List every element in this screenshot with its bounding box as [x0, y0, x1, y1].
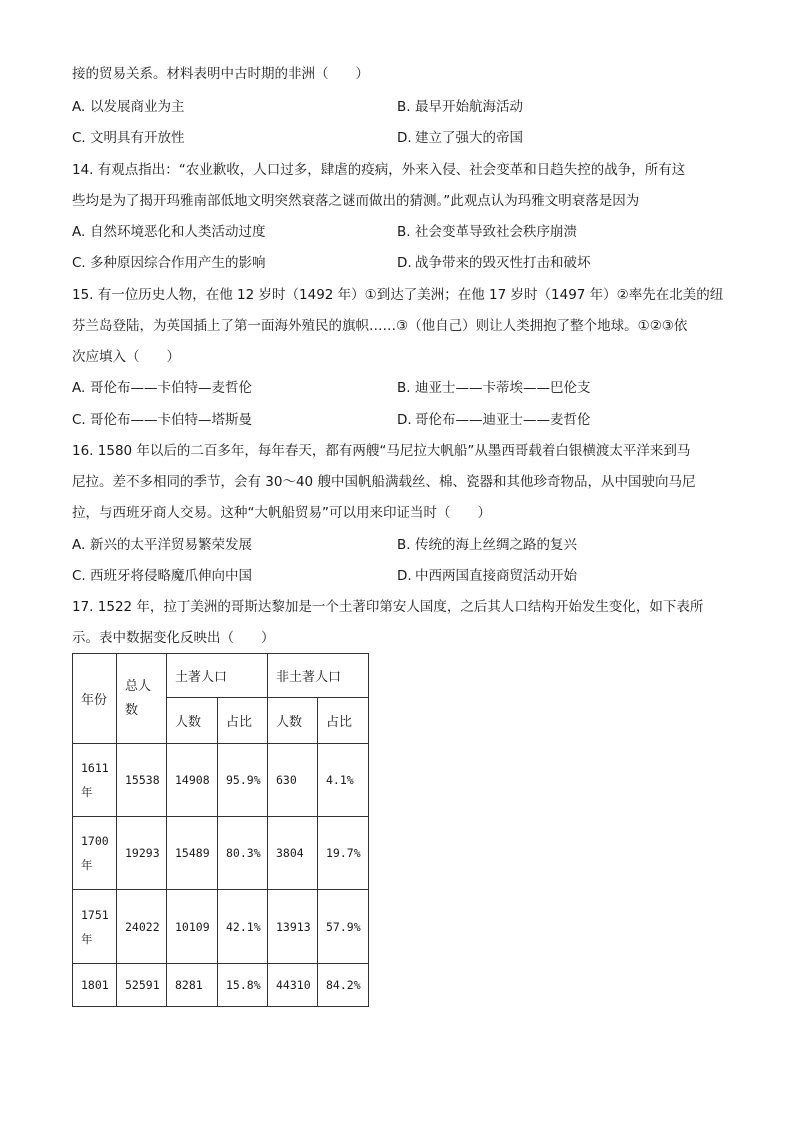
- q14-stem-line-1: 14. 有观点指出：“农业歉收，人口过多，肆虐的疫病，外来入侵、社会变革和日趋失控的战争，所有这: [72, 162, 686, 178]
- cell-total: 19293: [117, 817, 167, 890]
- q15-option-b[interactable]: [397, 378, 591, 398]
- cell-native-ratio: 42.1%: [218, 890, 268, 964]
- option-letter: A.: [72, 99, 86, 115]
- option-letter: D.: [397, 412, 412, 428]
- cell-year: 1751 年: [73, 890, 117, 964]
- population-table: [72, 653, 369, 1007]
- subheader-nonnative-count: 人数: [268, 698, 318, 744]
- table-row: [73, 964, 369, 1007]
- cell-native-ratio: 15.8%: [218, 964, 268, 1007]
- table-row: [73, 817, 369, 890]
- q13-option-c[interactable]: [72, 128, 185, 148]
- cell-native-count: 8281: [167, 964, 218, 1007]
- cell-year: 1801: [73, 964, 117, 1007]
- option-text: 迪亚士——卡蒂埃——巴伦支: [415, 380, 591, 396]
- option-letter: A.: [72, 380, 86, 396]
- option-text: 以发展商业为主: [90, 99, 185, 115]
- cell-native-count: 15489: [167, 817, 218, 890]
- option-text: 哥伦布——迪亚士——麦哲伦: [415, 412, 591, 428]
- q15-option-d[interactable]: [397, 410, 591, 430]
- q13-stem-tail: 接的贸易关系。材料表明中古时期的非洲（ ）: [72, 66, 369, 82]
- cell-total: 24022: [117, 890, 167, 964]
- option-letter: C.: [72, 130, 86, 146]
- option-text: 战争带来的毁灭性打击和破坏: [415, 255, 591, 271]
- q16-option-b[interactable]: [397, 535, 577, 555]
- q16-stem-line-1: 16. 1580 年以后的二百多年，每年春天，都有两艘“马尼拉大帆船”从墨西哥载着白银横渡太平洋来到马: [72, 443, 691, 459]
- option-text: 社会变革导致社会秩序崩溃: [415, 224, 577, 240]
- cell-nonnative-ratio: 57.9%: [318, 890, 369, 964]
- cell-nonnative-ratio: 84.2%: [318, 964, 369, 1007]
- q15-stem-line-2: 芬兰岛登陆，为英国插上了第一面海外殖民的旗帜……③（他自己）则让人类拥抱了整个地球。①②③依: [72, 318, 688, 334]
- cell-native-count: 14908: [167, 744, 218, 817]
- option-letter: C.: [72, 412, 86, 428]
- q17-stem-line-1: 17. 1522 年，拉丁美洲的哥斯达黎加是一个土著印第安人国度，之后其人口结构开始发生变化，如下表所: [72, 599, 704, 615]
- option-letter: A.: [72, 224, 86, 240]
- cell-total: 52591: [117, 964, 167, 1007]
- q17-stem-line-2: 示。表中数据变化反映出（ ）: [72, 630, 275, 646]
- q13-option-b[interactable]: [397, 97, 523, 117]
- subheader-nonnative-ratio: 占比: [318, 698, 369, 744]
- option-letter: D.: [397, 130, 412, 146]
- option-text: 文明具有开放性: [90, 130, 185, 146]
- option-text: 中西两国直接商贸活动开始: [415, 568, 577, 584]
- cell-nonnative-count: 630: [268, 744, 318, 817]
- q13-option-d[interactable]: [397, 128, 523, 148]
- q14-option-d[interactable]: [397, 253, 591, 273]
- q16-stem-line-3: 拉，与西班牙商人交易。这种“大帆船贸易”可以用来印证当时（ ）: [72, 505, 491, 521]
- cell-nonnative-ratio: 4.1%: [318, 744, 369, 817]
- cell-nonnative-count: 44310: [268, 964, 318, 1007]
- option-letter: B.: [397, 380, 411, 396]
- cell-nonnative-count: 13913: [268, 890, 318, 964]
- cell-nonnative-count: 3804: [268, 817, 318, 890]
- q16-option-a[interactable]: [72, 535, 252, 555]
- option-text: 哥伦布——卡伯特—麦哲伦: [90, 380, 252, 396]
- option-text: 多种原因综合作用产生的影响: [90, 255, 266, 271]
- option-text: 西班牙将侵略魔爪伸向中国: [90, 568, 252, 584]
- option-text: 哥伦布——卡伯特—塔斯曼: [90, 412, 252, 428]
- option-letter: B.: [397, 537, 411, 553]
- cell-native-ratio: 95.9%: [218, 744, 268, 817]
- q16-stem-line-2: 尼拉。差不多相同的季节，会有 30～40 艘中国帆船满载丝、棉、瓷器和其他珍奇物品，从中国驶向马尼: [72, 474, 696, 490]
- option-letter: D.: [397, 568, 412, 584]
- q15-stem-line-3: 次应填入（ ）: [72, 349, 180, 365]
- cell-year: 1700 年: [73, 817, 117, 890]
- option-letter: D.: [397, 255, 412, 271]
- q13-option-a[interactable]: [72, 97, 185, 117]
- table-row: [73, 744, 369, 817]
- q14-stem-line-2: 些均是为了揭开玛雅南部低地文明突然衰落之谜而做出的猜测。”此观点认为玛雅文明衰落是因为: [72, 193, 640, 209]
- header-nonnative-population: 非土著人口: [268, 654, 369, 698]
- option-letter: A.: [72, 537, 86, 553]
- option-letter: C.: [72, 255, 86, 271]
- header-total: 总人 数: [117, 654, 167, 744]
- q14-option-a[interactable]: [72, 222, 266, 242]
- table-row: [73, 890, 369, 964]
- cell-native-ratio: 80.3%: [218, 817, 268, 890]
- option-text: 传统的海上丝绸之路的复兴: [415, 537, 577, 553]
- q16-option-d[interactable]: [397, 566, 577, 586]
- option-text: 最早开始航海活动: [415, 99, 523, 115]
- option-text: 自然环境恶化和人类活动过度: [90, 224, 266, 240]
- subheader-native-ratio: 占比: [218, 698, 268, 744]
- option-letter: B.: [397, 224, 411, 240]
- q15-option-c[interactable]: [72, 410, 252, 430]
- q15-option-a[interactable]: [72, 378, 252, 398]
- cell-nonnative-ratio: 19.7%: [318, 817, 369, 890]
- header-year: 年份: [73, 654, 117, 744]
- q14-option-c[interactable]: [72, 253, 266, 273]
- option-text: 建立了强大的帝国: [415, 130, 523, 146]
- option-letter: B.: [397, 99, 411, 115]
- q14-option-b[interactable]: [397, 222, 577, 242]
- header-native-population: 土著人口: [167, 654, 268, 698]
- q15-stem-line-1: 15. 有一位历史人物，在他 12 岁时（1492 年）①到达了美洲；在他 17 岁时（1497 年）②率先在北美的纽: [72, 287, 724, 303]
- cell-native-count: 10109: [167, 890, 218, 964]
- q16-option-c[interactable]: [72, 566, 252, 586]
- cell-year: 1611 年: [73, 744, 117, 817]
- option-text: 新兴的太平洋贸易繁荣发展: [90, 537, 252, 553]
- option-letter: C.: [72, 568, 86, 584]
- subheader-native-count: 人数: [167, 698, 218, 744]
- cell-total: 15538: [117, 744, 167, 817]
